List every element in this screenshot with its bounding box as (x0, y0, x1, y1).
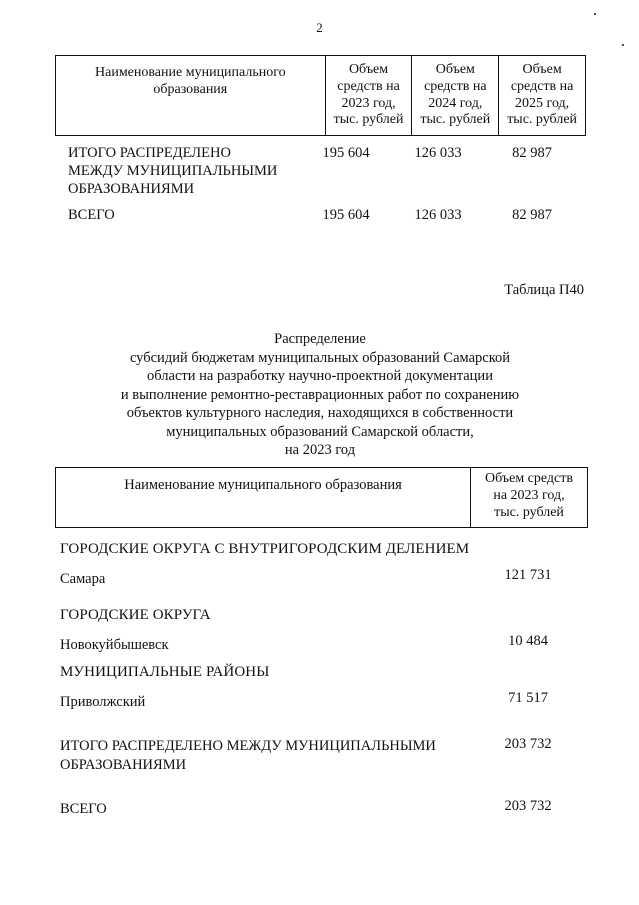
section-title: МУНИЦИПАЛЬНЫЕ РАЙОНЫ (60, 664, 270, 680)
table1-header-2023 (326, 56, 413, 135)
header-text: Объем (435, 62, 475, 77)
header-text: Объем (348, 62, 389, 77)
header-text: 2025 год, (515, 95, 570, 111)
total-distributed-label (60, 737, 436, 775)
page-number: 2 (316, 20, 323, 35)
table1-header-name (56, 56, 326, 135)
value-2025: 82 987 (512, 207, 552, 223)
header-text: тыс. рублей (507, 112, 578, 128)
total-label-line: ИТОГО РАСПРЕДЕЛЕНО МЕЖДУ МУНИЦИПАЛЬНЫМИ (60, 738, 436, 754)
header-text: Объем (522, 62, 562, 77)
title-line: объектов культурного наследия, находящихся в собственности (126, 405, 514, 422)
title-line: области на разработку научно-проектной документации (147, 368, 493, 385)
table2-header-name: Наименование муниципального образования (56, 468, 471, 527)
value-2024: 126 033 (414, 145, 462, 161)
header-text: средств на (337, 78, 400, 94)
table-label: Таблица П40 (504, 282, 584, 298)
table1-header (55, 55, 586, 136)
value-2024: 126 033 (414, 207, 462, 223)
section-title: ГОРОДСКИЕ ОКРУГА (60, 607, 211, 623)
row-label-line: ИТОГО РАСПРЕДЕЛЕНО (68, 145, 231, 161)
total-distributed-value: 203 732 (504, 736, 552, 752)
title-line: Распределение (274, 331, 366, 347)
row-label (68, 144, 308, 198)
total-label-line: ОБРАЗОВАНИЯМИ (60, 756, 187, 773)
title-line: субсидий бюджетам муниципальных образований Самарской (129, 349, 511, 366)
row-label-line: ОБРАЗОВАНИЯМИ (68, 181, 195, 198)
grand-total-label: ВСЕГО (60, 801, 107, 817)
scan-speck (622, 44, 624, 46)
header-text: образования (153, 81, 228, 97)
grand-total-value: 203 732 (504, 798, 552, 814)
table1-header-2024 (412, 56, 499, 135)
table-title (80, 330, 560, 460)
row-label: ВСЕГО (68, 207, 115, 223)
header-text: тыс. рублей (333, 112, 404, 128)
title-line: на 2023 год (284, 442, 356, 459)
header-text: Объем средств (484, 471, 573, 486)
header-text: средств на (424, 78, 487, 94)
header-text: Наименование муниципального (95, 65, 286, 80)
value-2023: 195 604 (322, 145, 370, 161)
section-title: ГОРОДСКИЕ ОКРУГА С ВНУТРИГОРОДСКИМ ДЕЛЕНИЕМ (60, 541, 470, 557)
municipality-value: 10 484 (508, 633, 548, 649)
header-text: тыс. рублей (420, 112, 491, 128)
header-text: 2023 год, (341, 95, 396, 111)
municipality-name: Новокуйбышевск (60, 637, 169, 653)
scan-speck (594, 13, 596, 15)
title-line: и выполнение ремонтно-реставрационных работ по сохранению (120, 386, 520, 403)
row-label-line: МЕЖДУ МУНИЦИПАЛЬНЫМИ (68, 163, 278, 180)
table2-header (55, 467, 588, 528)
header-text: тыс. рублей (494, 504, 564, 520)
value-2023: 195 604 (322, 207, 370, 223)
municipality-name: Приволжский (60, 694, 146, 710)
header-text: средств на (510, 78, 574, 94)
header-text: 2024 год, (428, 95, 483, 111)
municipality-value: 71 517 (508, 690, 548, 706)
value-2025: 82 987 (512, 145, 552, 161)
table1-header-2025 (499, 56, 585, 135)
municipality-value: 121 731 (504, 567, 552, 583)
table2-header-2023 (471, 468, 587, 527)
municipality-name: Самара (60, 571, 106, 587)
title-line: муниципальных образований Самарской области, (166, 423, 474, 440)
header-text: на 2023 год, (493, 487, 565, 503)
